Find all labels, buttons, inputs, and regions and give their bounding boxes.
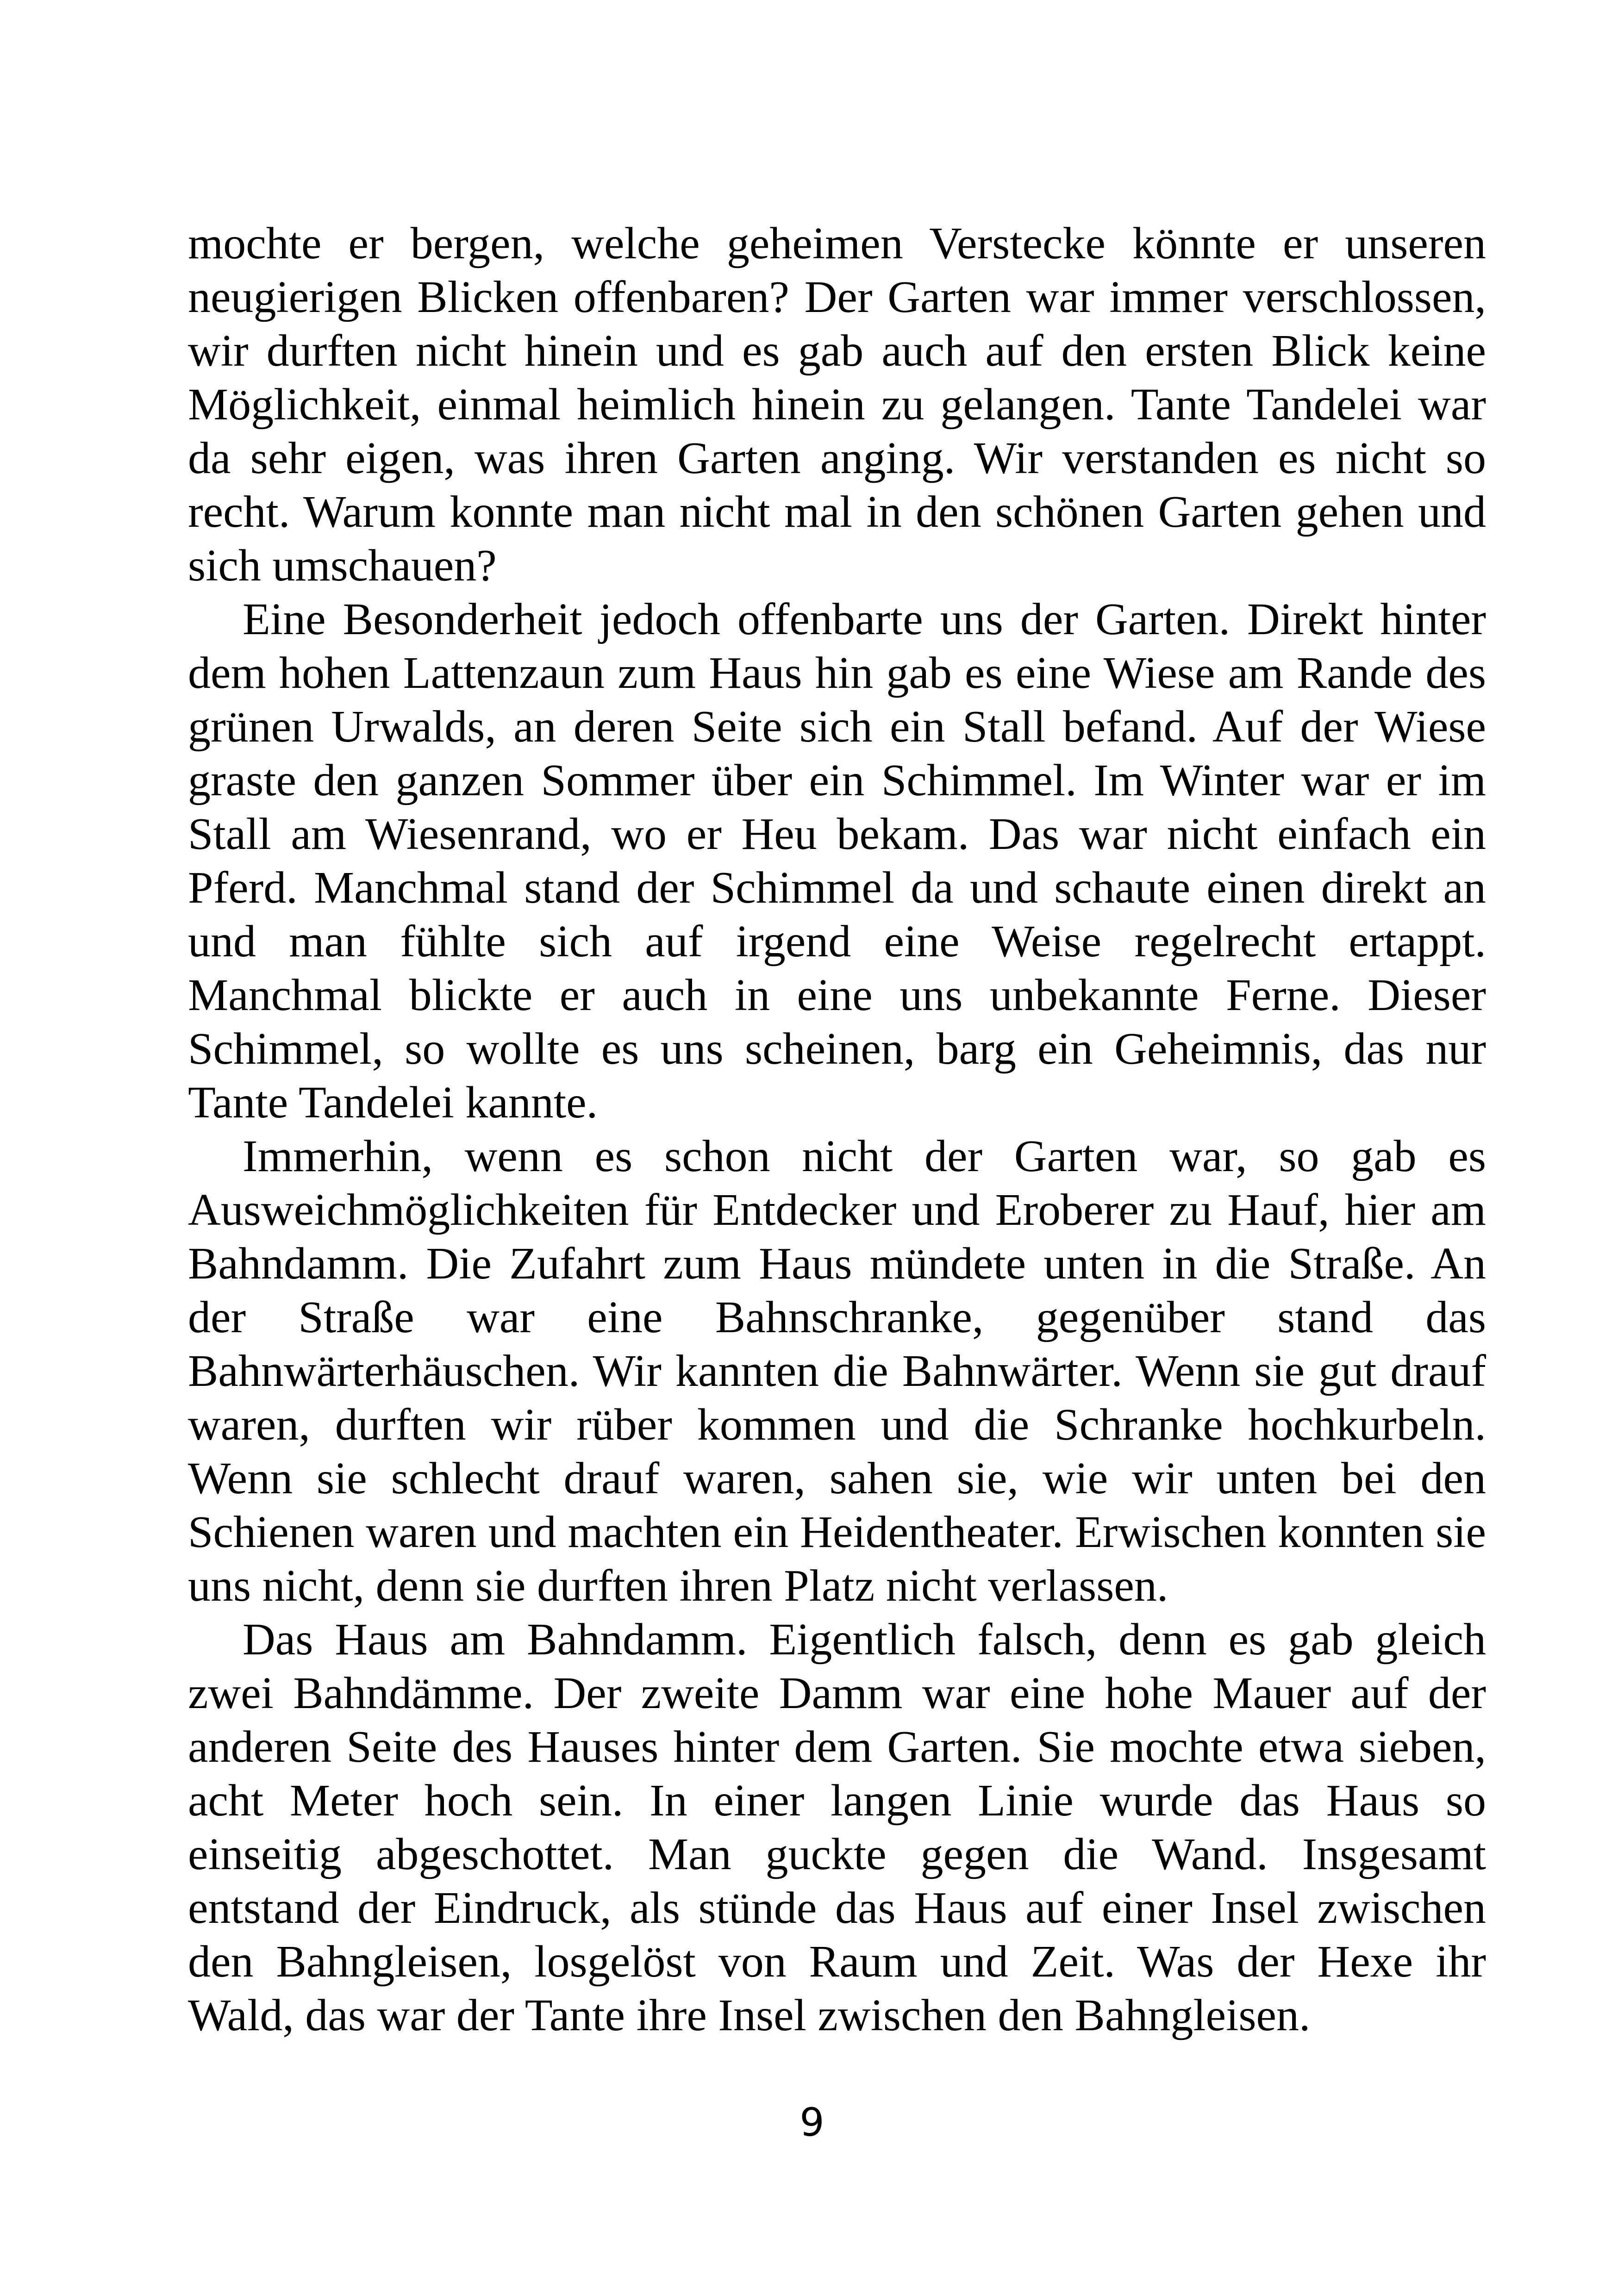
paragraph-schimmel: Eine Besonderheit jedoch offenbarte uns der Garten. Direkt hinter dem hohen Lattenzaun zum Haus hin gab es eine Wiese am Rande des grünen Urwalds, an deren Seite sich ein Stall befand. Auf der Wiese graste den ganzen Sommer über ein Schimmel. Im Winter war er im Stall am Wiesenrand, wo er Heu bekam. Das war nicht einfach ein Pferd. Manchmal stand der Schimmel da und schaute einen direkt an und man fühlte sich auf irgend eine Weise regelrecht ertappt. Manchmal blickte er auch in eine uns unbekannte Ferne. Dieser Schimmel, so wollte es uns scheinen, barg ein Geheimnis, das nur Tante Tandelei kannte. xyxy=(188,594,1486,1128)
paragraph-bahndamm: Immerhin, wenn es schon nicht der Garten war, so gab es Ausweichmöglichkeiten für Entdecker und Eroberer zu Hauf, hier am Bahndamm. Die Zufahrt zum Haus mündete unten in die Straße. An der Straße war eine Bahnschranke, gegenüber stand das Bahnwärterhäuschen. Wir kannten die Bahnwärter. Wenn sie gut drauf waren, durften wir rüber kommen und die Schranke hochkurbeln. Wenn sie schlecht drauf waren, sahen sie, wie wir unten bei den Schienen waren und machten ein Heidentheater. Erwischen konnten sie uns nicht, denn sie durften ihren Platz nicht verlassen. xyxy=(188,1131,1486,1611)
paragraph-haus-am-bahndamm: Das Haus am Bahndamm. Eigentlich falsch, denn es gab gleich zwei Bahndämme. Der zweite Damm war eine hohe Mauer auf der anderen Seite des Hauses hinter dem Garten. Sie mochte etwa sieben, acht Meter hoch sein. In einer langen Linie wurde das Haus so einseitig abgeschottet. Man guckte gegen die Wand. Insgesamt entstand der Eindruck, als stünde das Haus auf einer Insel zwischen den Bahngleisen, losgelöst von Raum und Zeit. Was der Hexe ihr Wald, das war der Tante ihre Insel zwischen den Bahngleisen. xyxy=(188,1615,1486,2040)
body-text xyxy=(188,217,1486,2042)
paragraph-continuation: mochte er bergen, welche geheimen Verstecke könnte er unseren neugierigen Blicken offenbaren? Der Garten war immer verschlossen, wir durften nicht hinein und es gab auch auf den ersten Blick keine Möglichkeit, einmal heimlich hinein zu gelangen. Tante Tandelei war da sehr eigen, was ihren Garten anging. Wir verstanden es nicht so recht. Warum konnte man nicht mal in den schönen Garten gehen und sich umschauen? xyxy=(188,218,1486,591)
page-number: 9 xyxy=(800,2100,824,2145)
